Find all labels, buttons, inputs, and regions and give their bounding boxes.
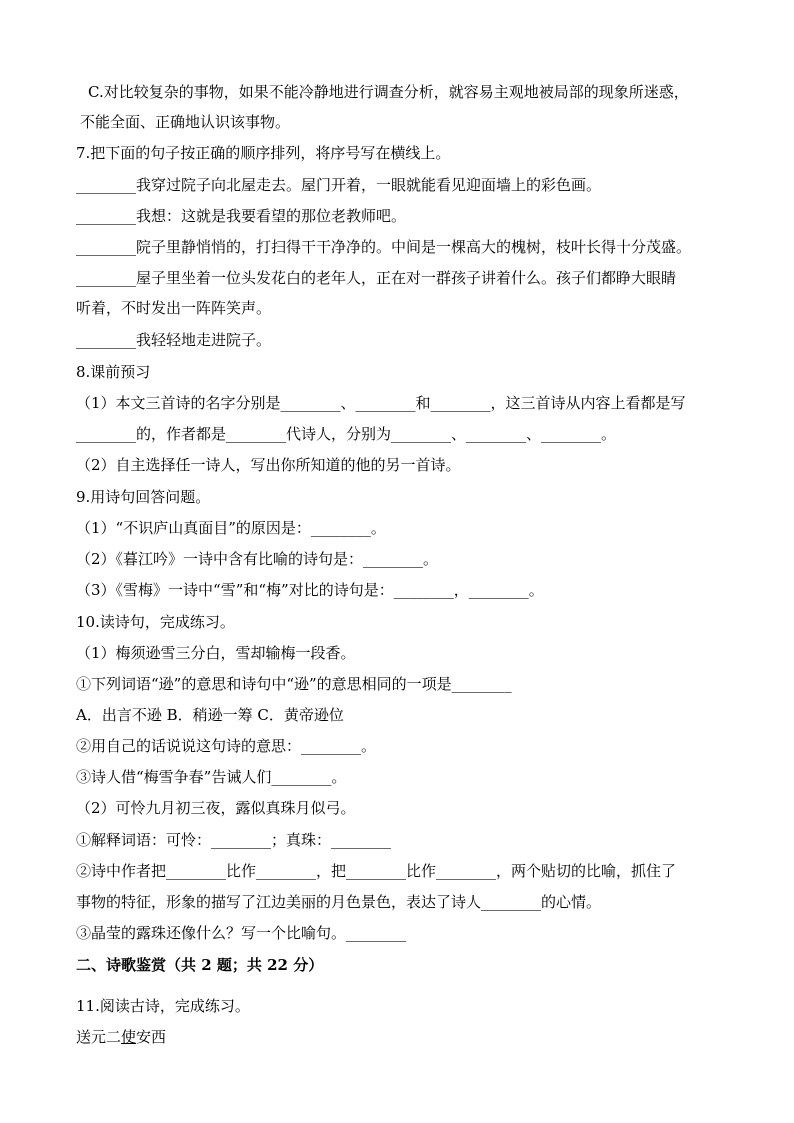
q10-part1-question-b: ②用自己的话说说这句诗的意思：________。 xyxy=(76,737,377,755)
q7-sentence-3: ________院子里静悄悄的，打扫得干干净净的。中间是一棵高大的槐树，枝叶长得十分茂盛。 xyxy=(76,238,692,256)
q9-part3: （3）《雪梅》一诗中“雪”和“梅”对比的诗句是：________，________。 xyxy=(76,581,544,599)
q11-title-part-1: 送元二 xyxy=(76,1028,122,1046)
q10-part1-question-c: ③诗人借“梅雪争春”告诫人们________。 xyxy=(76,768,347,786)
q7-sentence-4-line2: 听着，不时发出一阵阵笑声。 xyxy=(76,299,272,317)
q8-part1-line1: （1）本文三首诗的名字分别是________、________和________，这三首诗从内容上看都是写 xyxy=(76,394,686,412)
q9-part1: （1）“不识庐山真面目”的原因是：________。 xyxy=(76,519,386,537)
q10-part2-question-b-line2: 事物的特征，形象的描写了江边美丽的月色景色，表达了诗人________的心情。 xyxy=(76,893,602,911)
q6-option-c-line1: C.对比较复杂的事物，如果不能冷静地进行调查分析，就容易主观地被局部的现象所迷惑， xyxy=(88,83,689,101)
q10-part1-poem: （1）梅须逊雪三分白，雪却输梅一段香。 xyxy=(76,644,356,662)
q11-stem: 11.阅读古诗，完成练习。 xyxy=(76,997,250,1015)
q8-part1-line2: ________的，作者都是________代诗人，分别为________、________、________。 xyxy=(76,425,617,443)
q10-part2-question-a: ①解释词语：可怜：________；真珠：________ xyxy=(76,831,392,849)
q11-title-part-2: 安西 xyxy=(136,1028,167,1046)
q7-sentence-1: ________我穿过院子向北屋走去。屋门开着，一眼就能看见迎面墙上的彩色画。 xyxy=(76,176,602,194)
q10-part1-options: A．出言不逊 B．稍逊一筹 C．黄帝逊位 xyxy=(76,706,344,724)
q7-stem: 7.把下面的句子按正确的顺序排列，将序号写在横线上。 xyxy=(76,144,451,162)
q9-stem: 9.用诗句回答问题。 xyxy=(76,488,211,506)
q7-sentence-4-line1: ________屋子里坐着一位头发花白的老年人，正在对一群孩子讲着什么。孩子们都睁大眼睛 xyxy=(76,269,677,287)
section-2-heading: 二、诗歌鉴赏（共 2 题；共 22 分） xyxy=(76,956,324,974)
q6-option-c-line2: 不能全面、正确地认识该事物。 xyxy=(80,113,291,131)
q11-poem-title xyxy=(76,1027,726,1047)
q8-stem: 8.课前预习 xyxy=(76,363,151,381)
q7-sentence-5: ________我轻轻地走进院子。 xyxy=(76,331,272,349)
q10-part1-question-a: ①下列词语“逊”的意思和诗句中“逊”的意思相同的一项是________ xyxy=(76,675,512,693)
q11-title-underlined: 使 xyxy=(121,1028,137,1046)
q10-stem: 10.读诗句，完成练习。 xyxy=(76,613,235,631)
q10-part2-poem: （2）可怜九月初三夜，露似真珠月似弓。 xyxy=(76,799,356,817)
q7-sentence-2: ________我想：这就是我要看望的那位老教师吧。 xyxy=(76,207,407,225)
q8-part2: （2）自主选择任一诗人，写出你所知道的他的另一首诗。 xyxy=(76,456,461,474)
q9-part2: （2）《暮江吟》一诗中含有比喻的诗句是：________。 xyxy=(76,550,439,568)
q10-part2-question-b-line1: ②诗中作者把________比作________，把________比作________，两个贴切的比喻，抓住了 xyxy=(76,862,677,880)
q10-part2-question-c: ③晶莹的露珠还像什么？写一个比喻句。________ xyxy=(76,924,407,942)
